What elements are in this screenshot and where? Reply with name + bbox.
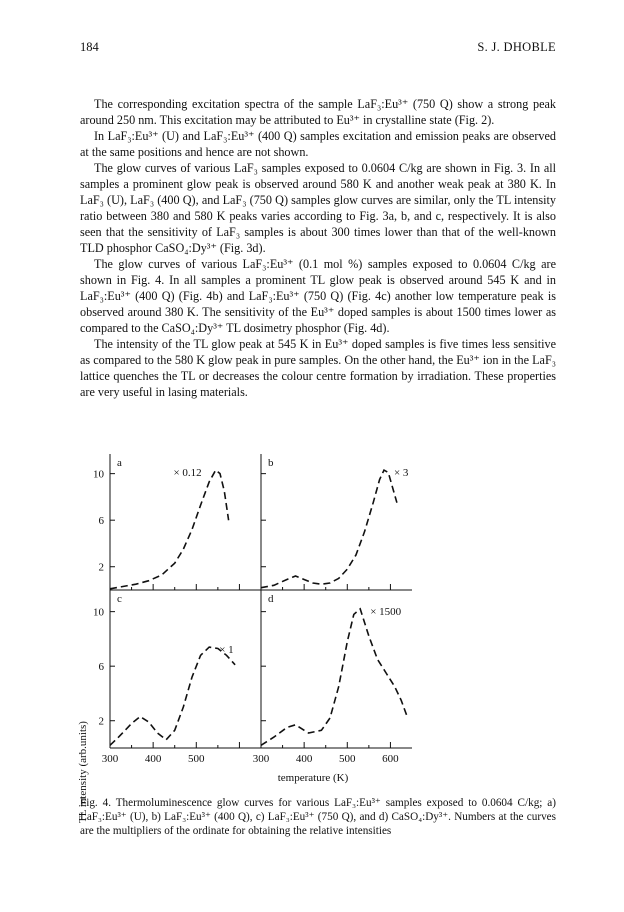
glow-curve-c bbox=[110, 647, 235, 745]
paragraph: The glow curves of various LaF₃ samples exposed to 0.0604 C/kg are shown in Fig. 3. In all samples a prominent glow peak is observed around 580 K and another weak peak at 380 K. In LaF₃ (U), LaF₃ (400 Q), and LaF₃ (750 Q) samples glow curves are similar, only the TL intensity ratio between 380 and 580 K peaks varies according to Fig. 3a, b, and c, respectively. It is also seen that the sensitivity of LaF₃ samples is about 300 times lower than that of the well-known TLD phosphor CaSO₄:Dy³⁺ (Fig. 3d). bbox=[80, 161, 556, 255]
y-axis-label: TL intensity (arb.units) bbox=[77, 721, 89, 823]
panel-label: c bbox=[117, 593, 122, 605]
paragraph: The corresponding excitation spectra of the sample LaF₃:Eu³⁺ (750 Q) show a strong peak around 250 nm. This excitation may be attributed to Eu³⁺ in crystalline state (Fig. 2). bbox=[80, 97, 556, 127]
y-tick-label: 6 bbox=[98, 661, 104, 674]
paragraph: The glow curves of various LaF₃:Eu³⁺ (0.1 mol %) samples exposed to 0.0604 C/kg are shown in Fig. 4. In all samples a prominent TL glow peak is observed around 545 K and in LaF₃:Eu³⁺ (400 Q) (Fig. 4b) and LaF₃:Eu³⁺ (750 Q) (Fig. 4c) another low temperature peak is observed around 380 K. The sensitivity of the Eu³⁺ doped samples is about 1500 times lower as compared to the CaSO₄:Dy³⁺ TL dosimetry phosphor (Fig. 4d). bbox=[80, 257, 556, 335]
x-tick-label: 300 bbox=[252, 753, 270, 765]
panel-label: a bbox=[117, 457, 122, 469]
page-number: 184 bbox=[80, 40, 99, 54]
x-tick-label: 400 bbox=[295, 753, 313, 765]
body-text bbox=[80, 96, 556, 400]
figure-caption: Fig. 4. Thermoluminescence glow curves for various LaF₃:Eu³⁺ samples exposed to 0.0604 C/kg; a) LaF₃:Eu³⁺ (U), b) LaF₃:Eu³⁺ (400 Q), c) LaF₃:Eu³⁺ (750 Q), and d) CaSO₄:Dy³⁺. Numbers at the curves are the multipliers of the ordinate for obtaining the relative intensities bbox=[80, 797, 556, 837]
panel-label: d bbox=[268, 593, 274, 605]
y-tick-label: 2 bbox=[98, 715, 104, 728]
glow-curve-a bbox=[110, 470, 229, 589]
running-head: S. J. DHOBLE bbox=[477, 40, 556, 54]
glow-curve-b bbox=[261, 470, 397, 588]
multiplier-label: × 1500 bbox=[370, 605, 402, 618]
x-tick-label: 400 bbox=[144, 753, 162, 765]
glow-curve-d bbox=[261, 609, 408, 745]
multiplier-label: × 3 bbox=[393, 467, 409, 480]
x-tick-label: 600 bbox=[382, 753, 399, 765]
y-tick-label: 2 bbox=[98, 561, 104, 574]
x-tick-label: 500 bbox=[188, 753, 205, 765]
y-tick-label: 10 bbox=[93, 468, 104, 481]
multiplier-label: × 0.12 bbox=[173, 467, 202, 480]
y-tick-label: 10 bbox=[93, 606, 104, 619]
x-tick-label: 300 bbox=[101, 753, 119, 765]
paragraph: In LaF₃:Eu³⁺ (U) and LaF₃:Eu³⁺ (400 Q) samples excitation and emission peaks are observed at the same positions and hence are not shown. bbox=[80, 129, 556, 159]
x-axis-label: temperature (K) bbox=[277, 772, 349, 784]
panel-label: b bbox=[268, 457, 274, 469]
y-tick-label: 6 bbox=[98, 515, 104, 528]
multiplier-label: × 1 bbox=[219, 644, 234, 657]
paragraph: The intensity of the TL glow peak at 545 K in Eu³⁺ doped samples is five times less sensitive as compared to the 580 K glow peak in pure samples. On the other hand, the Eu³⁺ ion in the LaF₃ lattice quenches the TL or decreases the colour centre formation by irradiation. These properties are very useful in lasing materials. bbox=[80, 337, 556, 399]
x-tick-label: 500 bbox=[339, 753, 356, 765]
